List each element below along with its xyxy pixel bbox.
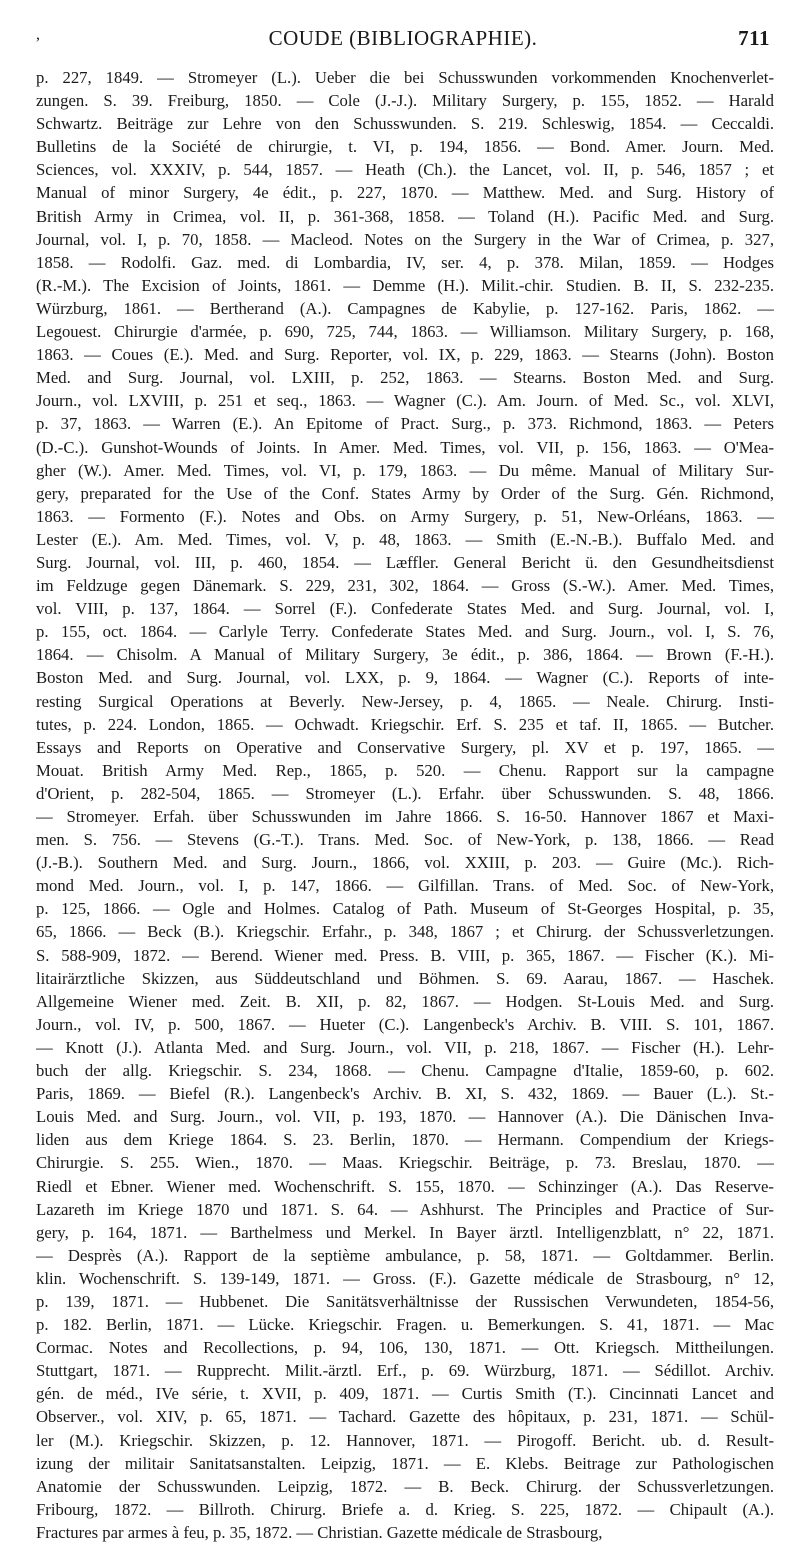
- text-line: Würzburg, 1861. — Bertherand (A.). Campagnes de Kabylie, p. 127-162. Paris, 1862. —: [36, 298, 774, 318]
- text-line: (R.-M.). The Excision of Joints, 1861. — Demme (H.). Milit.-chir. Studien. B. II, S. 232-235.: [36, 275, 774, 295]
- text-line: British Army in Crimea, vol. II, p. 361-368, 1858. — Toland (H.). Pacific Med. and Surg.: [36, 206, 774, 226]
- text-line: Journ., vol. IV, p. 500, 1867. — Hueter (C.). Langenbeck's Archiv. B. VIII. S. 101, 1867.: [36, 1014, 774, 1034]
- text-line: d'Orient, p. 282-504, 1865. — Stromeyer (L.). Erfahr. über Schusswunden. S. 48, 1866.: [36, 783, 774, 803]
- running-header: [36, 22, 770, 58]
- text-line: Fractures par armes à feu, p. 35, 1872. — Christian. Gazette médicale de Strasbourg,: [36, 1522, 603, 1542]
- text-line: Anatomie der Schusswunden. Leipzig, 1872. — B. Beck. Chirurg. der Schussverletzungen.: [36, 1476, 774, 1496]
- text-line: 1863. — Formento (F.). Notes and Obs. on Army Surgery, p. 51, New-Orléans, 1863. —: [36, 506, 774, 526]
- text-line: izung der militair Sanitatsanstalten. Leipzig, 1871. — E. Klebs. Beitrage zur Pathologischen: [36, 1453, 774, 1473]
- text-line: 1863. — Coues (E.). Med. and Surg. Reporter, vol. IX, p. 229, 1863. — Stearns (John). Boston: [36, 345, 774, 365]
- text-line: Mouat. British Army Med. Rep., 1865, p. 520. — Chenu. Rapport sur la campagne: [36, 760, 774, 780]
- text-line: — Desprès (A.). Rapport de la septième ambulance, p. 58, 1871. — Goltdammer. Berlin.: [36, 1245, 774, 1265]
- text-line: zungen. S. 39. Freiburg, 1850. — Cole (J.-J.). Military Surgery, p. 155, 1852. — Harald: [36, 91, 774, 111]
- text-line: p. 37, 1863. — Warren (E.). An Epitome of Pract. Surg., p. 373. Richmond, 1863. — Peters: [36, 414, 774, 434]
- text-line: Essays and Reports on Operative and Conservative Surgery, pl. XV et p. 197, 1865. —: [36, 737, 774, 757]
- text-line: Riedl et Ebner. Wiener med. Wochenschrift. S. 155, 1870. — Schinzinger (A.). Das Reserve-: [36, 1176, 774, 1196]
- text-line: 65, 1866. — Beck (B.). Kriegschir. Erfahr., p. 348, 1867 ; et Chirurg. der Schussverletzungen.: [36, 922, 774, 942]
- text-line: litairärztliche Skizzen, aus Süddeutschland und Böhmen. S. 69. Aarau, 1867. — Haschek.: [36, 968, 774, 988]
- text-line: Journal, vol. I, p. 70, 1858. — Macleod. Notes on the Surgery in the War of Crimea, p. 327,: [36, 229, 774, 249]
- text-line: 1858. — Rodolfi. Gaz. med. di Lombardia, IV, ser. 4, p. 378. Milan, 1859. — Hodges: [36, 252, 774, 272]
- text-line: Legouest. Chirurgie d'armée, p. 690, 725, 744, 1863. — Williamson. Military Surgery, p. 168,: [36, 322, 774, 342]
- text-line: Schwartz. Beiträge zur Lehre von den Schusswunden. S. 219. Schleswig, 1854. — Ceccaldi.: [36, 114, 774, 134]
- text-line: im Feldzuge gegen Dänemark. S. 229, 231, 302, 1864. — Gross (S.-W.). Amer. Med. Times,: [36, 576, 774, 596]
- text-line: — Knott (J.). Atlanta Med. and Surg. Journ., vol. VII, p. 218, 1867. — Fischer (H.). Lehr-: [36, 1037, 774, 1057]
- text-line: resting Surgical Operations at Beverly. New-Jersey, p. 4, 1865. — Neale. Chirurg. Insti-: [36, 691, 774, 711]
- text-line: Manual of minor Surgery, 4e édit., p. 227, 1870. — Matthew. Med. and Surg. History of: [36, 183, 774, 203]
- text-line: gery, preparated for the Use of the Conf. States Army by Order of the Surg. Gén. Richmond,: [36, 483, 774, 503]
- text-line: — Stromeyer. Erfah. über Schusswunden im Jahre 1866. S. 16-50. Hannover 1867 et Maxi-: [36, 807, 774, 826]
- text-line: Allgemeine Wiener med. Zeit. B. XII, p. 82, 1867. — Hodgen. St-Louis Med. and Surg.: [36, 991, 774, 1011]
- text-line: Lazareth im Kriege 1870 und 1871. S. 64. — Ashhurst. The Principles and Practice of Sur-: [36, 1199, 774, 1219]
- text-line: p. 227, 1849. — Stromeyer (L.). Ueber die bei Schusswunden vorkommenden Knochenverlet-: [36, 68, 774, 87]
- text-line: buch der allg. Kriegschir. S. 234, 1868. — Chenu. Campagne d'Italie, 1859-60, p. 602.: [36, 1061, 774, 1081]
- text-line: vol. VIII, p. 137, 1864. — Sorrel (F.). Confederate States Med. and Surg. Journal, vol. I,: [36, 599, 774, 619]
- text-line: men. S. 756. — Stevens (G.-T.). Trans. Med. Soc. of New-York, p. 138, 1866. — Read: [36, 830, 774, 850]
- text-line: 1864. — Chisolm. A Manual of Military Surgery, 3e édit., p. 386, 1864. — Brown (F.-H.).: [36, 645, 774, 665]
- text-line: Bulletins de la Société de chirurgie, t. VI, p. 194, 1856. — Bond. Amer. Journ. Med.: [36, 137, 774, 157]
- text-line: tutes, p. 224. London, 1865. — Ochwadt. Kriegschir. Erf. S. 235 et taf. II, 1865. — Butcher.: [36, 714, 774, 734]
- page-title: COUDE (BIBLIOGRAPHIE).: [268, 26, 538, 50]
- text-line: Med. and Surg. Journal, vol. LXIII, p. 252, 1863. — Stearns. Boston Med. and Surg.: [36, 368, 774, 388]
- text-line: p. 125, 1866. — Ogle and Holmes. Catalog of Path. Museum of St-Georges Hospital, p. 35,: [36, 899, 774, 919]
- text-line: gery, p. 164, 1871. — Barthelmess und Merkel. In Bayer ärztl. Intelligenzblatt, n° 22, 1871.: [36, 1222, 774, 1242]
- text-line: Sciences, vol. XXXIV, p. 544, 1857. — Heath (Ch.). the Lancet, vol. II, p. 546, 1857 ; et: [36, 160, 774, 180]
- text-line: gher (W.). Amer. Med. Times, vol. VI, p. 179, 1863. — Du même. Manual of Military Sur-: [36, 460, 774, 480]
- text-line: ler (M.). Kriegschir. Skizzen, p. 12. Hannover, 1871. — Pirogoff. Bericht. ub. d. Result-: [36, 1430, 774, 1450]
- text-line: Paris, 1869. — Biefel (R.). Langenbeck's Archiv. B. XI, S. 432, 1869. — Bauer (L.). St.-: [36, 1084, 774, 1104]
- text-line: Fribourg, 1872. — Billroth. Chirurg. Briefe a. d. Krieg. S. 225, 1872. — Chipault (A.).: [36, 1499, 774, 1519]
- text-line: Louis Med. and Surg. Journ., vol. VII, p. 193, 1870. — Hannover (A.). Die Dänischen Inva-: [36, 1107, 774, 1127]
- page-number: 711: [738, 26, 770, 50]
- text-line: Lester (E.). Am. Med. Times, vol. V, p. 48, 1863. — Smith (E.-N.-B.). Buffalo Med. and: [36, 529, 774, 549]
- text-line: Cormac. Notes and Recollections, p. 94, 106, 130, 1871. — Ott. Kriegsch. Mittheilungen.: [36, 1338, 774, 1358]
- text-line: gén. de méd., IVe série, t. XVII, p. 409, 1871. — Curtis Smith (T.). Cincinnati Lancet and: [36, 1384, 774, 1404]
- text-line: klin. Wochenschrift. S. 139-149, 1871. — Gross. (F.). Gazette médicale de Strasbourg, n° 12,: [36, 1268, 774, 1288]
- header-mark: ,: [36, 26, 41, 43]
- text-line: Stuttgart, 1871. — Rupprecht. Milit.-ärztl. Erf., p. 69. Würzburg, 1871. — Sédillot. Archiv.: [36, 1361, 774, 1381]
- text-line: mond Med. Journ., vol. I, p. 147, 1866. — Gilfillan. Trans. of Med. Soc. of New-York,: [36, 876, 774, 896]
- text-line: p. 155, oct. 1864. — Carlyle Terry. Confederate States Med. and Surg. Journ., vol. I, S. 76,: [36, 622, 774, 642]
- text-line: p. 182. Berlin, 1871. — Lücke. Kriegschir. Fragen. u. Bemerkungen. S. 41, 1871. — Mac: [36, 1315, 774, 1335]
- text-line: Observer., vol. XIV, p. 65, 1871. — Tachard. Gazette des hôpitaux, p. 231, 1871. — Schül-: [36, 1407, 774, 1427]
- bibliography-text: [36, 66, 774, 1544]
- text-line: liden aus dem Kriege 1864. S. 23. Berlin, 1870. — Hermann. Compendium der Kriegs-: [36, 1130, 774, 1150]
- text-line: Boston Med. and Surg. Journal, vol. LXX, p. 9, 1864. — Wagner (C.). Reports of inte-: [36, 668, 774, 688]
- text-line: Journ., vol. LXVIII, p. 251 et seq., 1863. — Wagner (C.). Am. Journ. of Med. Sc., vol. XLVI,: [36, 391, 774, 411]
- text-line: S. 588-909, 1872. — Berend. Wiener med. Press. B. VIII, p. 365, 1867. — Fischer (K.). Mi-: [36, 945, 774, 965]
- text-line: Surg. Journal, vol. III, p. 460, 1854. — Læffler. General Bericht ü. den Gesundheitsdienst: [36, 552, 774, 572]
- text-line: Chirurgie. S. 255. Wien., 1870. — Maas. Kriegschir. Beiträge, p. 73. Breslau, 1870. —: [36, 1153, 774, 1173]
- text-line: (D.-C.). Gunshot-Wounds of Joints. In Amer. Med. Times, vol. VII, p. 156, 1863. — O'Mea-: [36, 437, 774, 457]
- text-line: p. 139, 1871. — Hubbenet. Die Sanitätsverhältnisse der Russischen Verwundeten, 1854-56,: [36, 1291, 774, 1311]
- text-line: (J.-B.). Southern Med. and Surg. Journ., 1866, vol. XXIII, p. 203. — Guire (Mc.). Rich-: [36, 853, 774, 873]
